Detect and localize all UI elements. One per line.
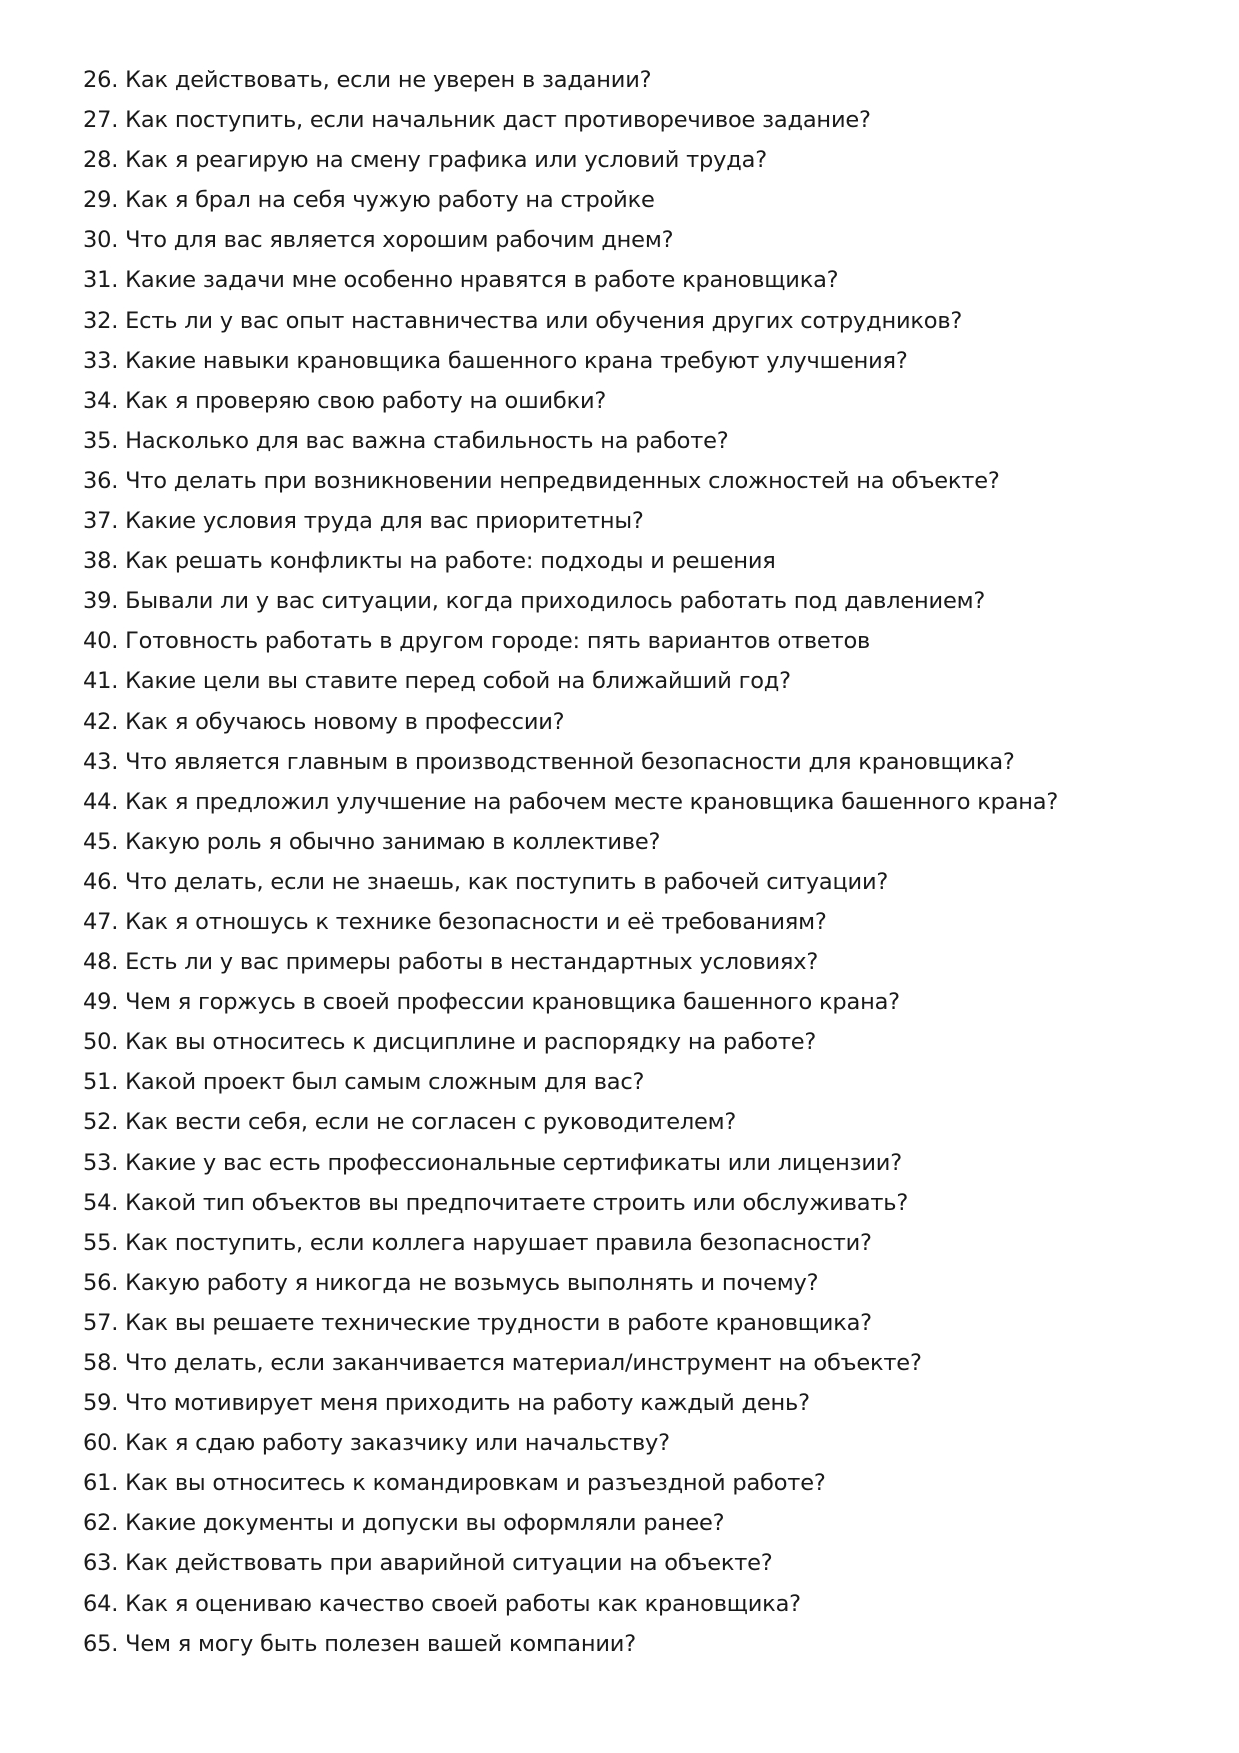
question-item: 57. Как вы решаете технические трудности в работе крановщика?: [83, 1309, 872, 1336]
question-item: 28. Как я реагирую на смену графика или условий труда?: [83, 147, 767, 174]
question-item: 35. Насколько для вас важна стабильность на работе?: [83, 427, 729, 454]
question-item: 37. Какие условия труда для вас приоритетны?: [83, 508, 644, 535]
question-item: 50. Как вы относитесь к дисциплине и распорядку на работе?: [83, 1029, 817, 1056]
question-item: 46. Что делать, если не знаешь, как поступить в рабочей ситуации?: [83, 868, 889, 895]
question-item: 60. Как я сдаю работу заказчику или начальству?: [83, 1430, 670, 1457]
question-item: 56. Какую работу я никогда не возьмусь выполнять и почему?: [83, 1269, 819, 1296]
question-item: 36. Что делать при возникновении непредвиденных сложностей на объекте?: [83, 467, 1000, 494]
question-item: 45. Какую роль я обычно занимаю в коллективе?: [83, 828, 661, 855]
question-item: 47. Как я отношусь к технике безопасности и её требованиям?: [83, 908, 827, 935]
question-item: 51. Какой проект был самым сложным для вас?: [83, 1069, 645, 1096]
question-item: 52. Как вести себя, если не согласен с руководителем?: [83, 1109, 737, 1136]
question-item: 62. Какие документы и допуски вы оформляли ранее?: [83, 1510, 725, 1537]
question-item: 31. Какие задачи мне особенно нравятся в работе крановщика?: [83, 267, 839, 294]
question-item: 54. Какой тип объектов вы предпочитаете строить или обслуживать?: [83, 1189, 909, 1216]
question-item: 53. Какие у вас есть профессиональные сертификаты или лицензии?: [83, 1149, 902, 1176]
question-item: 65. Чем я могу быть полезен вашей компании?: [83, 1630, 636, 1657]
question-item: 43. Что является главным в производственной безопасности для крановщика?: [83, 748, 1015, 775]
question-item: 63. Как действовать при аварийной ситуации на объекте?: [83, 1550, 773, 1577]
question-item: 26. Как действовать, если не уверен в задании?: [83, 67, 652, 93]
question-item: 30. Что для вас является хорошим рабочим днем?: [83, 227, 674, 254]
question-item: 49. Чем я горжусь в своей профессии крановщика башенного крана?: [83, 989, 900, 1016]
question-item: 42. Как я обучаюсь новому в профессии?: [83, 708, 565, 735]
question-item: 29. Как я брал на себя чужую работу на стройке: [83, 187, 655, 214]
question-item: 27. Как поступить, если начальник даст противоречивое задание?: [83, 107, 871, 134]
question-item: 44. Как я предложил улучшение на рабочем месте крановщика башенного крана?: [83, 788, 1059, 815]
question-item: 40. Готовность работать в другом городе: пять вариантов ответов: [83, 628, 871, 655]
question-item: 41. Какие цели вы ставите перед собой на ближайший год?: [83, 668, 791, 695]
question-list: [83, 60, 1183, 1664]
question-item: 39. Бывали ли у вас ситуации, когда приходилось работать под давлением?: [83, 588, 986, 615]
question-item: 64. Как я оцениваю качество своей работы как крановщика?: [83, 1590, 801, 1617]
question-item: 33. Какие навыки крановщика башенного крана требуют улучшения?: [83, 347, 908, 374]
question-item: 58. Что делать, если заканчивается материал/инструмент на объекте?: [83, 1350, 922, 1376]
question-item: 55. Как поступить, если коллега нарушает правила безопасности?: [83, 1229, 872, 1256]
question-item: 34. Как я проверяю свою работу на ошибки?: [83, 387, 607, 414]
question-item: 61. Как вы относитесь к командировкам и разъездной работе?: [83, 1470, 826, 1497]
question-item: 32. Есть ли у вас опыт наставничества или обучения других сотрудников?: [83, 307, 963, 334]
question-item: 59. Что мотивирует меня приходить на работу каждый день?: [83, 1390, 810, 1417]
question-item: 48. Есть ли у вас примеры работы в нестандартных условиях?: [83, 949, 819, 976]
question-item: 38. Как решать конфликты на работе: подходы и решения: [83, 548, 776, 575]
